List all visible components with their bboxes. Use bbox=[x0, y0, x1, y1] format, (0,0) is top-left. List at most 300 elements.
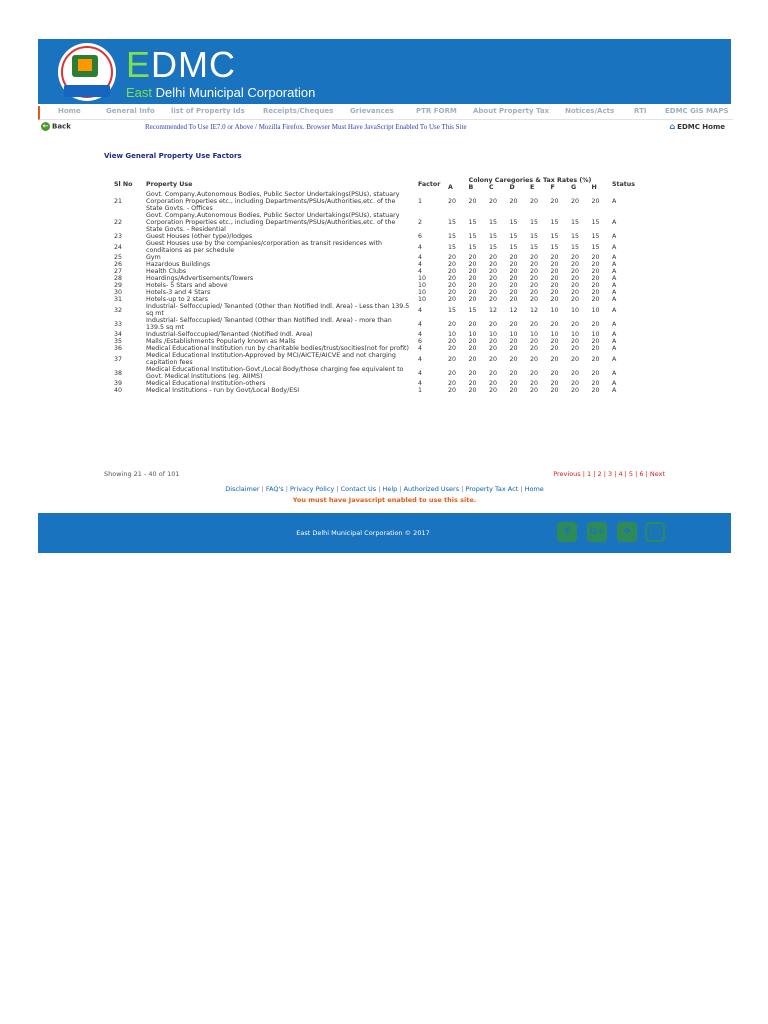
cell-rate: 20 bbox=[530, 355, 539, 363]
cell-rate: 20 bbox=[530, 345, 539, 352]
table-row bbox=[114, 303, 642, 317]
cell-rate: 20 bbox=[550, 380, 559, 387]
cell-status: A bbox=[612, 387, 617, 394]
page-link[interactable]: 5 bbox=[628, 470, 634, 478]
cell-rate: 15 bbox=[530, 219, 539, 226]
footer-link-privacy-policy[interactable]: Privacy Policy bbox=[289, 485, 335, 493]
cell-sl-no: 22 bbox=[114, 219, 123, 226]
separator: | bbox=[259, 485, 266, 493]
cell-rate: 20 bbox=[509, 387, 518, 394]
cell-rate: 15 bbox=[550, 233, 559, 240]
nav-item-home[interactable]: Home bbox=[58, 107, 81, 115]
cell-sl-no: 36 bbox=[114, 345, 123, 352]
nav-item-ptr-form[interactable]: PTR FORM bbox=[416, 107, 457, 115]
cell-rate: 20 bbox=[468, 387, 477, 394]
cell-rate: 20 bbox=[509, 355, 518, 363]
table-row bbox=[114, 268, 642, 275]
cell-sl-no: 27 bbox=[114, 268, 123, 275]
cell-rate: 10 bbox=[550, 331, 559, 338]
cell-rate: 20 bbox=[489, 275, 498, 282]
cell-rate: 15 bbox=[509, 243, 518, 251]
cell-factor: 4 bbox=[418, 355, 423, 363]
cell-rate: 20 bbox=[489, 320, 498, 328]
cell-rate: 20 bbox=[509, 369, 518, 377]
cell-status: A bbox=[612, 320, 617, 328]
page-link[interactable]: 2 bbox=[597, 470, 602, 478]
table-row bbox=[114, 387, 642, 394]
header-colony-categories: Colony Caregories & Tax Rates (%) bbox=[468, 177, 592, 184]
cell-rate: 20 bbox=[489, 261, 498, 268]
twitter-icon[interactable]: ❖ bbox=[617, 522, 637, 542]
cell-rate: 20 bbox=[448, 296, 457, 303]
cell-rate: 20 bbox=[468, 355, 477, 363]
cell-rate: 20 bbox=[468, 261, 477, 268]
cell-sl-no: 23 bbox=[114, 233, 123, 240]
table-row bbox=[114, 233, 642, 240]
showing-count: Showing 21 - 40 of 101 bbox=[104, 470, 180, 478]
cell-status: A bbox=[612, 268, 617, 275]
cell-factor: 10 bbox=[418, 275, 427, 282]
nav-item-notices-acts[interactable]: Notices/Acts bbox=[565, 107, 615, 115]
edmc-emblem-icon[interactable] bbox=[58, 43, 116, 101]
main-nav bbox=[38, 106, 733, 120]
separator: | bbox=[601, 470, 608, 478]
cell-rate: 20 bbox=[530, 387, 539, 394]
table-row bbox=[114, 261, 642, 268]
cell-rate: 20 bbox=[489, 355, 498, 363]
cell-rate: 15 bbox=[448, 219, 457, 226]
cell-sl-no: 26 bbox=[114, 261, 123, 268]
cell-rate: 20 bbox=[571, 387, 580, 394]
table-row bbox=[114, 296, 642, 303]
cell-rate: 20 bbox=[468, 296, 477, 303]
cell-rate: 15 bbox=[448, 243, 457, 251]
cell-rate: 10 bbox=[489, 331, 498, 338]
brand-title: EDMC bbox=[126, 44, 236, 85]
table-row bbox=[114, 240, 642, 254]
cell-factor: 2 bbox=[418, 219, 423, 226]
cell-factor: 4 bbox=[418, 243, 423, 251]
table-row bbox=[114, 282, 642, 289]
cell-property-use: Medical Institutions - run by Govt/Local Body/ESI bbox=[146, 387, 300, 394]
cell-factor: 4 bbox=[418, 331, 423, 338]
page-link[interactable]: 6 bbox=[639, 470, 644, 478]
cell-rate: 10 bbox=[591, 331, 600, 338]
cell-rate: 15 bbox=[448, 306, 457, 314]
cell-rate: 20 bbox=[591, 254, 600, 261]
facebook-icon[interactable]: f bbox=[557, 522, 577, 542]
cell-status: A bbox=[612, 282, 617, 289]
cell-property-use: Industrial-Selfoccupied/Tenanted (Notified Indl. Area) bbox=[146, 331, 313, 338]
page-link[interactable]: 4 bbox=[618, 470, 623, 478]
table-row bbox=[114, 212, 642, 233]
cell-rate: 20 bbox=[571, 282, 580, 289]
cell-rate: 20 bbox=[571, 369, 580, 377]
separator: | bbox=[397, 485, 404, 493]
cell-sl-no: 25 bbox=[114, 254, 123, 261]
cell-rate: 20 bbox=[550, 198, 559, 205]
cell-rate: 20 bbox=[489, 289, 498, 296]
page bbox=[38, 39, 731, 553]
site-header bbox=[38, 39, 731, 104]
cell-factor: 6 bbox=[418, 233, 423, 240]
cell-status: A bbox=[612, 331, 617, 338]
footer-links bbox=[38, 485, 731, 493]
cell-status: A bbox=[612, 380, 617, 387]
cell-rate: 20 bbox=[448, 198, 457, 205]
footer-link-property-tax-act[interactable]: Property Tax Act bbox=[465, 485, 519, 493]
cell-rate: 20 bbox=[448, 380, 457, 387]
cell-rate: 15 bbox=[530, 233, 539, 240]
separator: | bbox=[580, 470, 588, 478]
cell-rate: 20 bbox=[591, 268, 600, 275]
cell-rate: 20 bbox=[509, 275, 518, 282]
cell-rate: 20 bbox=[530, 275, 539, 282]
cell-rate: 20 bbox=[550, 355, 559, 363]
cell-property-use: Medical Educational Institution run by charitable bodies/trust/socities(not for profit) bbox=[146, 345, 409, 352]
cell-factor: 10 bbox=[418, 289, 427, 296]
cell-rate: 20 bbox=[448, 387, 457, 394]
cell-sl-no: 32 bbox=[114, 306, 123, 314]
separator: | bbox=[518, 485, 525, 493]
cell-factor: 4 bbox=[418, 268, 423, 275]
pagination bbox=[553, 470, 665, 478]
cell-rate: 20 bbox=[571, 261, 580, 268]
header-category: A bbox=[448, 184, 453, 191]
cell-rate: 20 bbox=[550, 369, 559, 377]
cell-rate: 20 bbox=[571, 254, 580, 261]
separator: | bbox=[334, 485, 341, 493]
cell-rate: 20 bbox=[509, 261, 518, 268]
google-plus-icon[interactable]: G+ bbox=[587, 522, 607, 542]
cell-rate: 20 bbox=[468, 345, 477, 352]
cell-rate: 20 bbox=[509, 268, 518, 275]
cell-rate: 10 bbox=[571, 306, 580, 314]
cell-status: A bbox=[612, 243, 617, 251]
cell-property-use: Govt. Company,Autonomous Bodies, Public Sector Undertakings(PSUs), statuary Corporation Properties etc., including Departments/PSUs/Authorities,etc. of the State Govts. - Offices bbox=[146, 191, 400, 212]
cell-factor: 4 bbox=[418, 306, 423, 314]
footer-link-disclaimer[interactable]: Disclaimer bbox=[225, 485, 260, 493]
cell-rate: 20 bbox=[468, 289, 477, 296]
cell-rate: 15 bbox=[468, 233, 477, 240]
cell-rate: 15 bbox=[591, 243, 600, 251]
cell-rate: 15 bbox=[571, 233, 580, 240]
header-status: Status bbox=[612, 180, 636, 188]
cell-rate: 12 bbox=[489, 306, 498, 314]
header-category: F bbox=[550, 184, 555, 191]
cell-rate: 15 bbox=[509, 233, 518, 240]
nav-item-list-of-property-ids[interactable]: list of Property Ids bbox=[171, 107, 245, 115]
cell-rate: 15 bbox=[509, 219, 518, 226]
cell-status: A bbox=[612, 254, 617, 261]
cell-rate: 10 bbox=[591, 306, 600, 314]
cell-rate: 20 bbox=[530, 282, 539, 289]
cell-rate: 20 bbox=[571, 289, 580, 296]
cell-rate: 20 bbox=[550, 268, 559, 275]
cell-rate: 20 bbox=[448, 345, 457, 352]
cell-rate: 20 bbox=[530, 261, 539, 268]
cell-status: A bbox=[612, 306, 617, 314]
table-row bbox=[114, 352, 642, 366]
cell-rate: 20 bbox=[489, 198, 498, 205]
cell-rate: 20 bbox=[571, 338, 580, 345]
property-use-table bbox=[114, 177, 642, 394]
cell-rate: 20 bbox=[571, 275, 580, 282]
cell-property-use: Hotels-up to 2 stars bbox=[146, 296, 209, 303]
cell-rate: 20 bbox=[591, 289, 600, 296]
cell-factor: 4 bbox=[418, 380, 423, 387]
header-category: E bbox=[530, 184, 535, 191]
cell-rate: 20 bbox=[448, 261, 457, 268]
cell-property-use: Guest Houses (other type)/lodges bbox=[146, 233, 253, 240]
cell-rate: 20 bbox=[530, 338, 539, 345]
header-category: G bbox=[571, 184, 577, 191]
site-footer bbox=[38, 513, 731, 553]
cell-factor: 1 bbox=[418, 387, 423, 394]
cell-rate: 20 bbox=[550, 296, 559, 303]
header-category: D bbox=[509, 184, 515, 191]
cell-sl-no: 30 bbox=[114, 289, 123, 296]
previous-page-link[interactable]: Previous bbox=[553, 470, 581, 478]
cell-rate: 10 bbox=[509, 331, 518, 338]
cell-sl-no: 33 bbox=[114, 320, 123, 328]
cell-factor: 4 bbox=[418, 345, 423, 352]
footer-link-contact-us[interactable]: Contact Us bbox=[340, 485, 377, 493]
cell-sl-no: 28 bbox=[114, 275, 123, 282]
cell-rate: 20 bbox=[550, 387, 559, 394]
cell-rate: 20 bbox=[591, 338, 600, 345]
cell-rate: 15 bbox=[530, 243, 539, 251]
cell-rate: 20 bbox=[509, 289, 518, 296]
cell-rate: 20 bbox=[489, 345, 498, 352]
cell-rate: 20 bbox=[448, 289, 457, 296]
cell-sl-no: 38 bbox=[114, 369, 123, 377]
edmc-home-link[interactable]: ⌂ EDMC Home bbox=[669, 122, 725, 131]
cell-rate: 15 bbox=[571, 219, 580, 226]
cell-rate: 20 bbox=[509, 345, 518, 352]
cell-rate: 20 bbox=[591, 320, 600, 328]
cell-rate: 20 bbox=[550, 338, 559, 345]
table-row bbox=[114, 289, 642, 296]
cell-sl-no: 29 bbox=[114, 282, 123, 289]
cell-factor: 10 bbox=[418, 282, 427, 289]
table-row bbox=[114, 317, 642, 331]
cell-sl-no: 37 bbox=[114, 355, 123, 363]
cell-rate: 20 bbox=[571, 355, 580, 363]
cell-rate: 15 bbox=[550, 243, 559, 251]
nav-item-edmc-gis-maps[interactable]: EDMC GIS MAPS bbox=[665, 107, 729, 115]
cell-property-use: Hoardings/Advertisements/Towers bbox=[146, 275, 254, 282]
cell-rate: 10 bbox=[530, 331, 539, 338]
header-category: H bbox=[591, 184, 597, 191]
footer-link-help[interactable]: Help bbox=[382, 485, 398, 493]
nav-item-receipts-cheques[interactable]: Receipts/Cheques bbox=[263, 107, 334, 115]
cell-rate: 20 bbox=[571, 268, 580, 275]
separator: | bbox=[633, 470, 640, 478]
cell-rate: 20 bbox=[509, 380, 518, 387]
cell-rate: 20 bbox=[489, 380, 498, 387]
header-factor: Factor bbox=[418, 180, 441, 188]
cell-rate: 15 bbox=[489, 219, 498, 226]
cell-rate: 20 bbox=[448, 338, 457, 345]
header-property-use: Property Use bbox=[146, 180, 193, 188]
cell-rate: 20 bbox=[591, 355, 600, 363]
cell-sl-no: 40 bbox=[114, 387, 123, 394]
cell-rate: 20 bbox=[591, 369, 600, 377]
nav-item-about-property-tax[interactable]: About Property Tax bbox=[473, 107, 550, 115]
cell-rate: 20 bbox=[591, 296, 600, 303]
nav-item-rti[interactable]: RTI bbox=[634, 107, 647, 115]
cell-rate: 20 bbox=[591, 282, 600, 289]
separator: | bbox=[376, 485, 383, 493]
cell-rate: 20 bbox=[509, 338, 518, 345]
separator: | bbox=[643, 470, 650, 478]
cell-sl-no: 31 bbox=[114, 296, 123, 303]
cell-rate: 20 bbox=[448, 282, 457, 289]
cell-rate: 20 bbox=[591, 261, 600, 268]
cell-rate: 20 bbox=[509, 320, 518, 328]
cell-rate: 20 bbox=[448, 355, 457, 363]
cell-rate: 20 bbox=[550, 289, 559, 296]
table-row bbox=[114, 275, 642, 282]
cell-rate: 20 bbox=[468, 268, 477, 275]
cell-rate: 20 bbox=[550, 275, 559, 282]
cell-sl-no: 35 bbox=[114, 338, 123, 345]
back-arrow-icon: ← bbox=[42, 122, 49, 130]
cell-property-use: Hotels- 5 Stars and above bbox=[146, 282, 228, 289]
cell-property-use: Medical Educational Institution-others bbox=[146, 380, 266, 387]
cell-status: A bbox=[612, 275, 617, 282]
cell-rate: 20 bbox=[550, 282, 559, 289]
cell-rate: 10 bbox=[550, 306, 559, 314]
cell-status: A bbox=[612, 345, 617, 352]
separator: | bbox=[459, 485, 466, 493]
nav-item-grievances[interactable]: Grievances bbox=[350, 107, 394, 115]
cell-property-use: Industrial- Selfoccupied/ Tenanted (Other than Notified Indl. Area) - Less than 139.5 sq mt bbox=[146, 303, 410, 317]
cell-rate: 12 bbox=[530, 306, 539, 314]
cell-rate: 10 bbox=[468, 331, 477, 338]
cell-rate: 20 bbox=[448, 369, 457, 377]
table-row bbox=[114, 338, 642, 345]
cell-factor: 4 bbox=[418, 320, 423, 328]
cell-rate: 20 bbox=[468, 320, 477, 328]
separator: | bbox=[612, 470, 619, 478]
footer-link-faq-s[interactable]: FAQ's bbox=[265, 485, 284, 493]
table-row bbox=[114, 191, 642, 212]
cell-rate: 20 bbox=[468, 369, 477, 377]
cell-property-use: Hotels-3 and 4 Stars bbox=[146, 289, 211, 296]
cell-rate: 20 bbox=[448, 254, 457, 261]
cell-status: A bbox=[612, 338, 617, 345]
footer-link-authorized-users[interactable]: Authorized Users bbox=[403, 485, 460, 493]
header-category: B bbox=[468, 184, 474, 191]
cell-factor: 4 bbox=[418, 254, 423, 261]
cell-sl-no: 24 bbox=[114, 243, 123, 251]
cell-rate: 20 bbox=[530, 296, 539, 303]
cell-rate: 20 bbox=[489, 282, 498, 289]
cell-status: A bbox=[612, 289, 617, 296]
cell-rate: 12 bbox=[509, 306, 518, 314]
next-page-link[interactable]: Next bbox=[649, 470, 665, 478]
cell-factor: 1 bbox=[418, 198, 423, 205]
cell-rate: 20 bbox=[591, 275, 600, 282]
cell-factor: 6 bbox=[418, 338, 423, 345]
cell-rate: 20 bbox=[571, 320, 580, 328]
header-sl-no: Sl No bbox=[114, 180, 133, 188]
cell-rate: 20 bbox=[489, 369, 498, 377]
cell-rate: 20 bbox=[468, 198, 477, 205]
cell-rate: 20 bbox=[591, 380, 600, 387]
cell-property-use: Industrial- Selfoccupied/ Tenanted (Other than Notified Indl. Area) - more than 139.5 sq mt bbox=[146, 317, 392, 331]
cell-rate: 20 bbox=[468, 254, 477, 261]
cell-rate: 20 bbox=[448, 268, 457, 275]
cell-factor: 10 bbox=[418, 296, 427, 303]
cell-property-use: Gym bbox=[146, 254, 161, 261]
cell-property-use: Guest Houses use by the companies/corporation as transit residences with conditaions as per schedule bbox=[146, 240, 383, 254]
javascript-warning: You must have Javascript enabled to use this site. bbox=[292, 496, 477, 504]
cell-rate: 15 bbox=[489, 243, 498, 251]
cell-status: A bbox=[612, 233, 617, 240]
nav-item-general-info[interactable]: General Info bbox=[106, 107, 155, 115]
section-title: View General Property Use Factors bbox=[104, 152, 242, 160]
cell-property-use: Hazardous Buildings bbox=[146, 261, 211, 268]
cell-status: A bbox=[612, 219, 617, 226]
cell-rate: 20 bbox=[591, 387, 600, 394]
cell-rate: 15 bbox=[468, 243, 477, 251]
cell-rate: 20 bbox=[489, 387, 498, 394]
cell-rate: 20 bbox=[448, 320, 457, 328]
back-link[interactable]: ← Back bbox=[42, 122, 71, 131]
cell-factor: 4 bbox=[418, 369, 423, 377]
cell-status: A bbox=[612, 198, 617, 205]
cell-rate: 20 bbox=[509, 254, 518, 261]
page-link[interactable]: 3 bbox=[607, 470, 613, 478]
table-row bbox=[114, 254, 642, 261]
cell-rate: 15 bbox=[448, 233, 457, 240]
cell-rate: 20 bbox=[468, 282, 477, 289]
browser-recommendation: Recommended To Use IE7.0 or Above / Mozilla Firefox. Browser Must Have JavaScript Enabled To Use This Site bbox=[145, 123, 467, 131]
brand-subtitle: East Delhi Municipal Corporation bbox=[126, 85, 316, 100]
cell-rate: 20 bbox=[448, 275, 457, 282]
separator: | bbox=[283, 485, 290, 493]
table-row bbox=[114, 380, 642, 387]
copyright-text: East Delhi Municipal Corporation © 2017 bbox=[296, 529, 430, 537]
cell-sl-no: 34 bbox=[114, 331, 123, 338]
home-icon: ⌂ bbox=[669, 122, 676, 131]
cell-rate: 20 bbox=[530, 380, 539, 387]
cell-rate: 15 bbox=[468, 219, 477, 226]
header-category: C bbox=[489, 184, 494, 191]
cell-rate: 20 bbox=[530, 268, 539, 275]
table-row bbox=[114, 366, 642, 380]
cell-rate: 20 bbox=[571, 296, 580, 303]
cell-sl-no: 39 bbox=[114, 380, 123, 387]
cell-status: A bbox=[612, 369, 617, 377]
footer-link-home[interactable]: Home bbox=[524, 485, 544, 493]
instagram-icon[interactable]: ◯ bbox=[645, 522, 665, 542]
cell-sl-no: 21 bbox=[114, 198, 123, 205]
cell-rate: 15 bbox=[591, 233, 600, 240]
cell-rate: 20 bbox=[591, 198, 600, 205]
sub-bar bbox=[38, 121, 731, 135]
cell-status: A bbox=[612, 355, 617, 363]
cell-rate: 15 bbox=[489, 233, 498, 240]
cell-rate: 20 bbox=[489, 254, 498, 261]
cell-rate: 15 bbox=[571, 243, 580, 251]
cell-rate: 10 bbox=[571, 331, 580, 338]
cell-rate: 20 bbox=[468, 380, 477, 387]
page-link[interactable]: 1 bbox=[587, 470, 592, 478]
